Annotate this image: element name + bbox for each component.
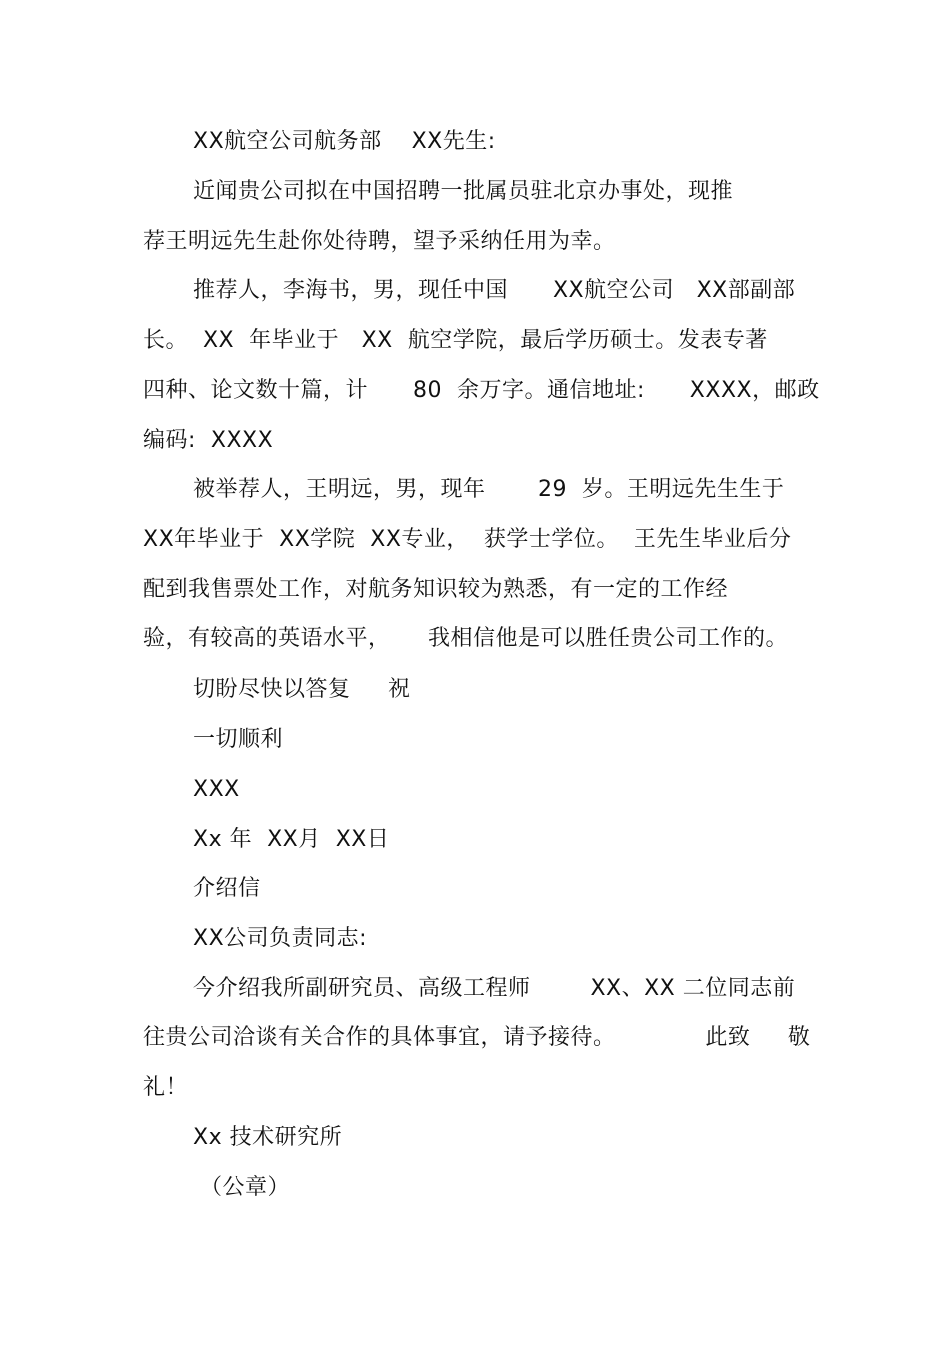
body-line: 推荐人，李海书，男，现任中国 XX航空公司 XX部副部 <box>193 278 796 303</box>
body-line: 今介绍我所副研究员、高级工程师 XX、XX 二位同志前 <box>193 976 796 1001</box>
salutation-line: XX航空公司航务部 XX先生: <box>193 129 496 154</box>
body-line: 长。 XX 年毕业于 XX 航空学院，最后学历硕士。发表专著 <box>143 328 768 353</box>
closing-line: 切盼尽快以答复 祝 <box>193 677 411 702</box>
salutation-line: XX公司负责同志: <box>193 926 368 951</box>
body-line: 四种、论文数十篇，计 80 余万字。通信地址: XXXX，邮政 <box>143 378 820 403</box>
section-title: 介绍信 <box>193 876 261 901</box>
body-line: 近闻贵公司拟在中国招聘一批属员驻北京办事处，现推 <box>193 179 734 204</box>
date-line: Xx 年 XX月 XX日 <box>193 827 390 852</box>
signature-name: Xx 技术研究所 <box>193 1125 343 1150</box>
closing-line: 一切顺利 <box>193 727 284 752</box>
body-line: 配到我售票处工作，对航务知识较为熟悉，有一定的工作经 <box>143 577 729 602</box>
body-line: 礼！ <box>143 1075 189 1100</box>
seal-note: （公章） <box>200 1175 291 1200</box>
body-line: 编码: XXXX <box>143 428 274 453</box>
signature-name: XXX <box>193 777 240 802</box>
body-line: 荐王明远先生赴你处待聘，望予采纳任用为幸。 <box>143 229 616 254</box>
body-line: 验，有较高的英语水平， 我相信他是可以胜任贵公司工作的。 <box>143 626 788 651</box>
body-line: 往贵公司洽谈有关合作的具体事宜，请予接待。 此致 敬 <box>143 1025 811 1050</box>
body-line: 被举荐人，王明远，男，现年 29 岁。王明远先生生于 <box>193 477 785 502</box>
body-line: XX年毕业于 XX学院 XX专业， 获学士学位。 王先生毕业后分 <box>143 527 792 552</box>
